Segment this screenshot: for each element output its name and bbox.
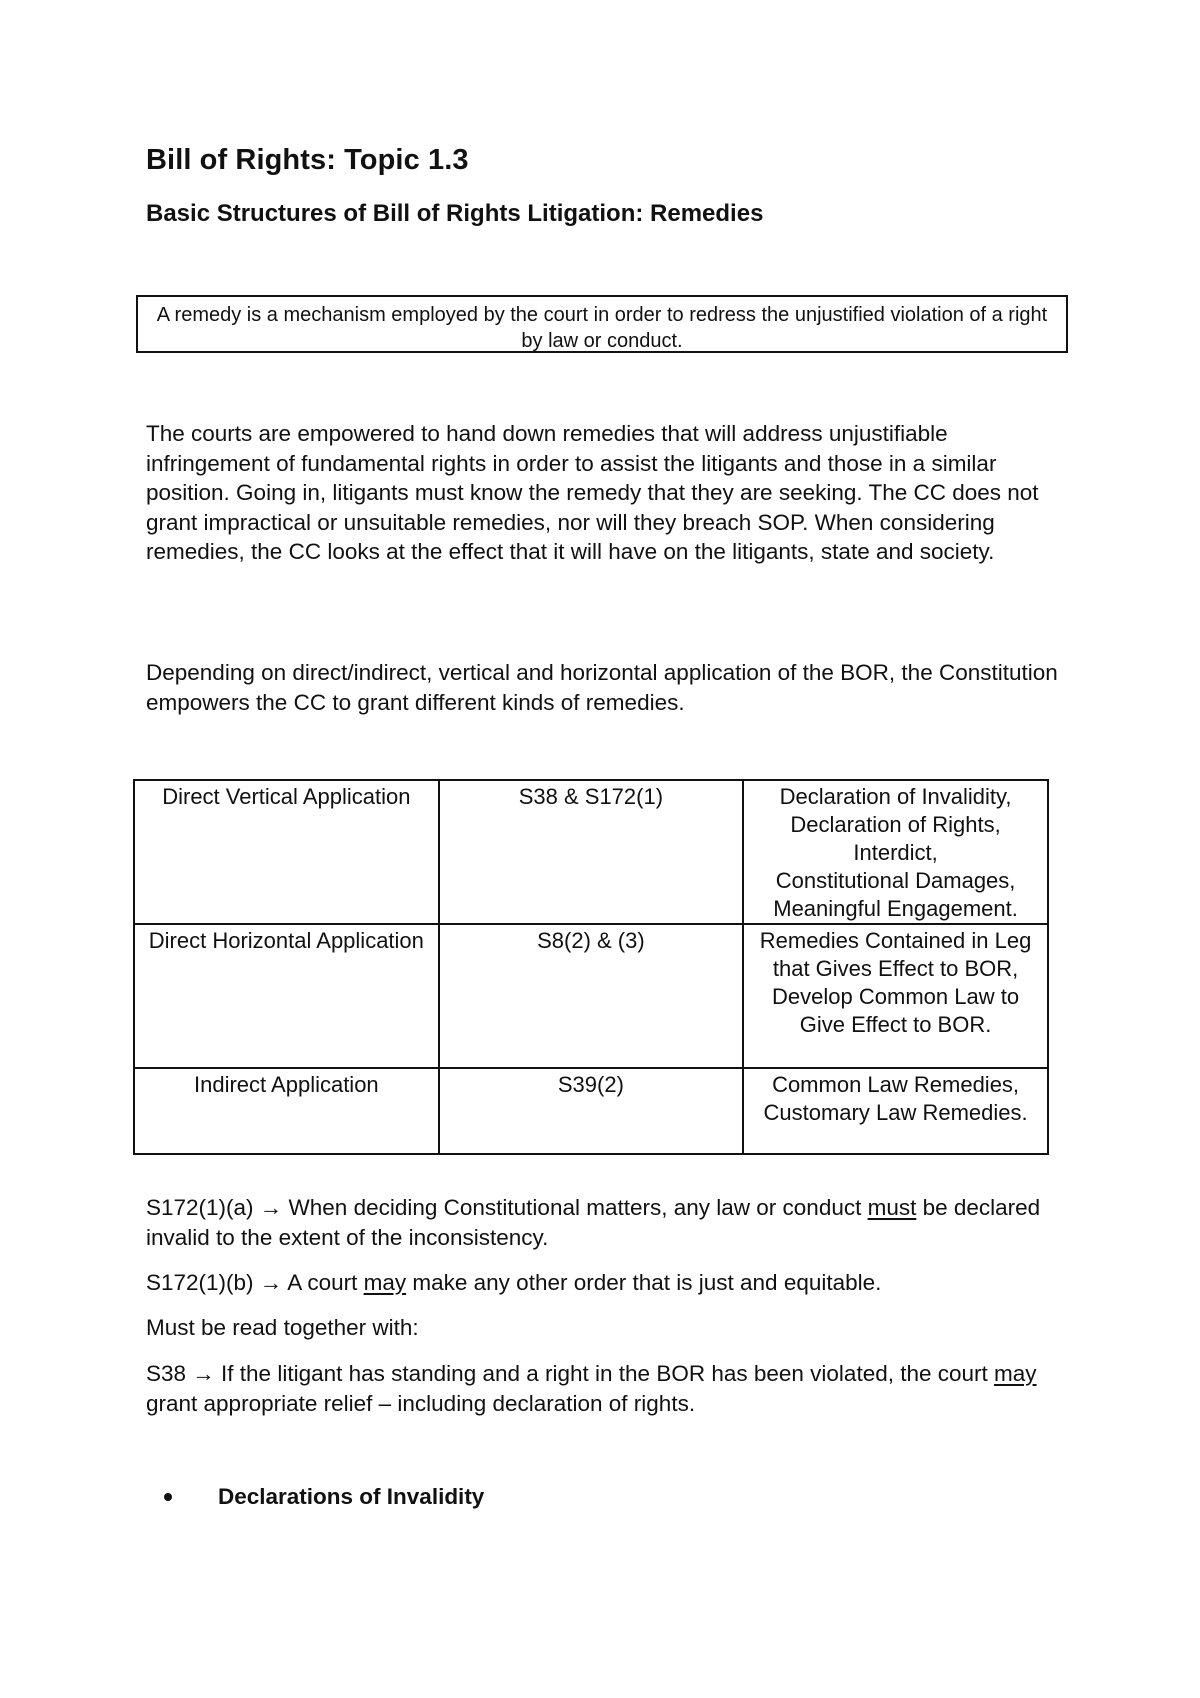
remedy-line: Develop Common Law to Give Effect to BOR. (772, 984, 1020, 1037)
intro-paragraph: The courts are empowered to hand down remedies that will address unjustifiable infringement of fundamental rights in order to assist the litigants and those in a similar position. Going in, litigants must know the remedy that they are seeking. The CC does not grant impractical or unsuitable remedies, nor will they breach SOP. When considering remedies, the CC looks at the effect that it will have on the litigants, state and society. (146, 421, 1039, 564)
remedy-line: Constitutional Damages, (775, 868, 1016, 893)
s172-1b-text: S172(1)(b) → A court (146, 1270, 364, 1295)
page-subtitle: Basic Structures of Bill of Rights Litigation: Remedies (146, 200, 764, 227)
s38-suffix: grant appropriate relief – including declaration of rights. (146, 1391, 696, 1416)
s172-1b-suffix: make any other order that is just and equitable. (406, 1270, 882, 1295)
remedy-line: Declaration of Invalidity, (779, 784, 1012, 809)
remedies-cell (743, 1068, 1048, 1154)
s38-text: S38 → If the litigant has standing and a right in the BOR has been violated, the court (146, 1361, 995, 1386)
may-emphasis: may (363, 1270, 407, 1295)
table-row (134, 1068, 1048, 1154)
bullet-text: Declarations of Invalidity (218, 1484, 485, 1509)
remedy-line: Declaration of Rights, (790, 812, 1001, 837)
may-emphasis: may (994, 1361, 1037, 1386)
remedy-line: Remedies Contained in Leg that Gives Effect to BOR, (759, 928, 1032, 981)
bullet-dot-icon (164, 1493, 172, 1501)
section-cell: S38 & S172(1) (439, 780, 743, 924)
remedies-cell (743, 924, 1048, 1068)
section-cell: S39(2) (439, 1068, 743, 1154)
s172-1a-suffix: be declared invalid to the extent of the inconsistency. (146, 1195, 1041, 1250)
read-together-text: Must be read together with: (146, 1315, 419, 1340)
s172-1a-paragraph (146, 1193, 1066, 1253)
table-row (134, 780, 1048, 924)
remedy-line: Common Law Remedies, Customary Law Remedies. (763, 1072, 1028, 1125)
application-cell: Indirect Application (134, 1068, 439, 1154)
remedy-line: Meaningful Engagement. (773, 896, 1018, 921)
s38-paragraph (146, 1359, 1066, 1419)
application-cell: Direct Vertical Application (134, 780, 439, 924)
s172-1b-paragraph (146, 1268, 1066, 1298)
remedy-line: Interdict, (853, 840, 938, 865)
application-paragraph: Depending on direct/indirect, vertical and horizontal application of the BOR, the Constitution empowers the CC to grant different kinds of remedies. (146, 660, 1058, 715)
section-cell: S8(2) & (3) (439, 924, 743, 1068)
remedies-table (133, 779, 1049, 1155)
table-row (134, 924, 1048, 1068)
s172-1a-text: S172(1)(a) → When deciding Constitutional matters, any law or conduct (146, 1195, 868, 1220)
definition-box: A remedy is a mechanism employed by the court in order to redress the unjustified violation of a right by law or conduct. (136, 295, 1068, 353)
must-emphasis: must (867, 1195, 917, 1220)
application-cell: Direct Horizontal Application (134, 924, 439, 1068)
page-title: Bill of Rights: Topic 1.3 (146, 144, 469, 176)
remedies-cell (743, 780, 1048, 924)
